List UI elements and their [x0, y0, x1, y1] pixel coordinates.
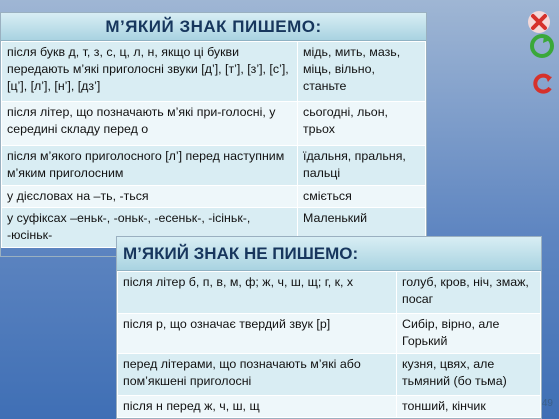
examples-cell: Сибір, вірно, але Горький	[397, 314, 541, 354]
rule-cell: після букв д, т, з, с, ц, л, н, якщо ці букви передають м’які приголосні звуки [д’], [т’], [з’], [с’], [ц’], [л’], [н’], [дз’]	[2, 42, 298, 102]
rules-table	[1, 41, 426, 248]
examples-cell: кузня, цвях, але тьмяний (бо тьма)	[397, 354, 541, 396]
green-arrow-icon	[530, 34, 554, 58]
red-return-icon	[531, 72, 555, 96]
card-title: М’ЯКИЙ ЗНАК ПИШЕМО:	[1, 13, 426, 41]
examples-cell: тонший, кінчик	[397, 396, 541, 418]
table-row	[118, 314, 541, 354]
table-row	[2, 102, 426, 146]
next-button[interactable]	[530, 34, 552, 56]
examples-cell: сьогодні, льон, трьох	[298, 102, 426, 146]
examples-cell: Маленький	[298, 208, 426, 248]
rule-cell: перед літерами, що позначають м’які або пом’якшені приголосні	[118, 354, 397, 396]
rules-table	[117, 271, 541, 418]
rule-cell: після м’якого приголосного [л’] перед наступним м’яким приголосним	[2, 146, 298, 186]
table-row	[2, 186, 426, 208]
rule-card-no-soft-sign	[116, 236, 542, 419]
examples-cell: мідь, мить, мазь, міць, вільно, станьте	[298, 42, 426, 102]
back-button[interactable]	[531, 72, 553, 94]
close-button[interactable]	[527, 10, 549, 32]
rule-cell: у дієсловах на –ть, -ться	[2, 186, 298, 208]
examples-cell: сміється	[298, 186, 426, 208]
rule-card-write-soft-sign	[0, 12, 427, 257]
rule-cell: у суфіксах –еньк-, -оньк-, -есеньк-, -ісіньк-, -юсіньк-	[2, 208, 298, 248]
examples-cell: голуб, кров, ніч, змаж, посаг	[397, 272, 541, 314]
red-x-icon	[527, 10, 551, 34]
rule-cell: після н перед ж, ч, ш, щ	[118, 396, 397, 418]
table-row	[2, 42, 426, 102]
card-title: М’ЯКИЙ ЗНАК НЕ ПИШЕМО:	[117, 237, 541, 271]
page-number: 49	[541, 398, 553, 409]
table-row	[118, 396, 541, 418]
table-row	[118, 354, 541, 396]
rule-cell: після р, що означає твердий звук [р]	[118, 314, 397, 354]
table-row	[118, 272, 541, 314]
rule-cell: після літер, що позначають м’які при-голосні, у середині складу перед о	[2, 102, 298, 146]
rule-cell: після літер б, п, в, м, ф; ж, ч, ш, щ; г, к, х	[118, 272, 397, 314]
table-row	[2, 146, 426, 186]
examples-cell: їдальня, пральня, пальці	[298, 146, 426, 186]
